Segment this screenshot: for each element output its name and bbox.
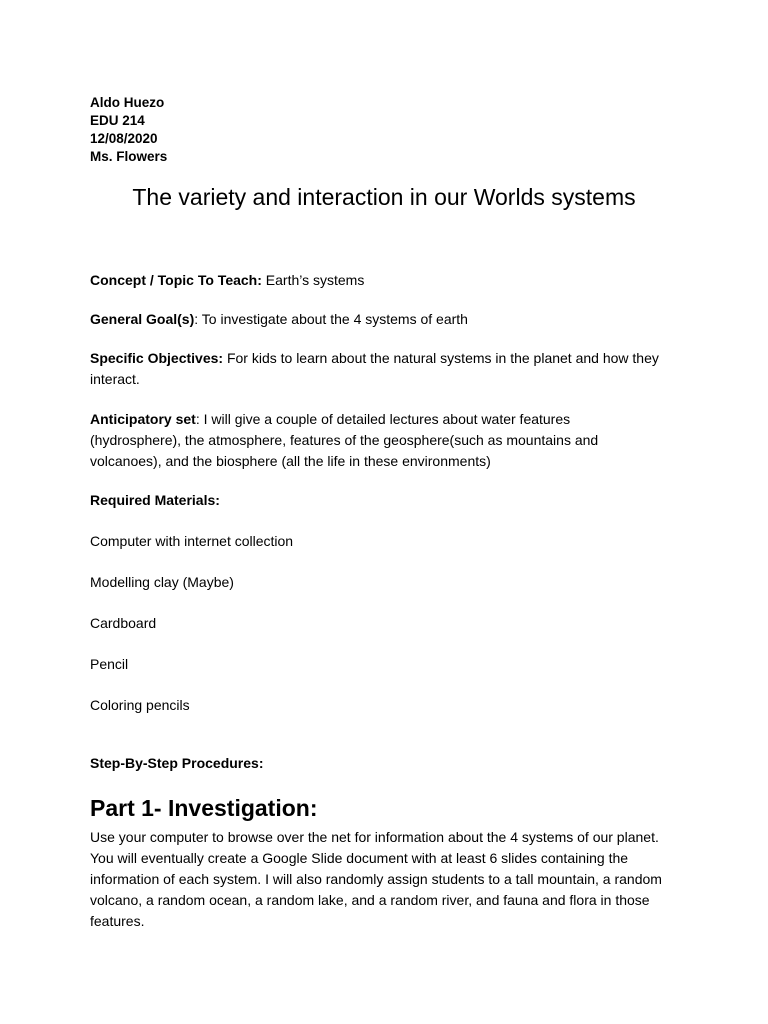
required-materials-label: Required Materials:: [90, 492, 220, 508]
part1-body: Use your computer to browse over the net for information about the 4 systems of our planet. You will eventually create a Google Slide document with at least 6 slides containing the information of each system. I will also randomly assign students to a tall mountain, a random volcano, a random ocean, a random lake, and a random river, and fauna and flora in those features.: [90, 829, 662, 929]
teacher-name: Ms. Flowers: [90, 149, 168, 164]
concept-value: Earth’s systems: [261, 272, 365, 288]
general-goal-section: [90, 309, 690, 330]
specific-objectives-section: [90, 348, 680, 390]
author-name: Aldo Huezo: [90, 95, 165, 110]
course-code: EDU 214: [90, 113, 145, 128]
anticipatory-set-label: Anticipatory set: [90, 411, 196, 427]
procedures-label: Step-By-Step Procedures:: [90, 755, 264, 771]
document-date: 12/08/2020: [90, 131, 158, 146]
document-title: The variety and interaction in our Worlds systems: [132, 184, 636, 210]
concept-label: Concept / Topic To Teach:: [90, 272, 262, 288]
general-goal-value: : To investigate about the 4 systems of earth: [194, 311, 468, 327]
material-item: Cardboard: [90, 615, 157, 631]
required-materials-heading: [90, 490, 690, 511]
document-header: [90, 94, 167, 166]
material-item: Modelling clay (Maybe): [90, 574, 234, 590]
anticipatory-set-section: [90, 409, 635, 472]
general-goal-label: General Goal(s): [90, 311, 195, 327]
concept-section: [90, 270, 690, 291]
part1-heading: Part 1- Investigation:: [90, 795, 318, 821]
material-item: Computer with internet collection: [90, 533, 294, 549]
material-item: Pencil: [90, 656, 129, 672]
anticipatory-set-value: : I will give a couple of detailed lectures about water features (hydrosphere), the atmosphere, features of the geosphere(such as mountains and volcanoes), and the biosphere (all the life in these environments): [90, 411, 599, 469]
procedures-heading: [90, 753, 690, 774]
material-item: Coloring pencils: [90, 697, 190, 713]
specific-objectives-label: Specific Objectives:: [90, 350, 224, 366]
specific-objectives-value: For kids to learn about the natural systems in the planet and how they interact.: [90, 350, 659, 387]
